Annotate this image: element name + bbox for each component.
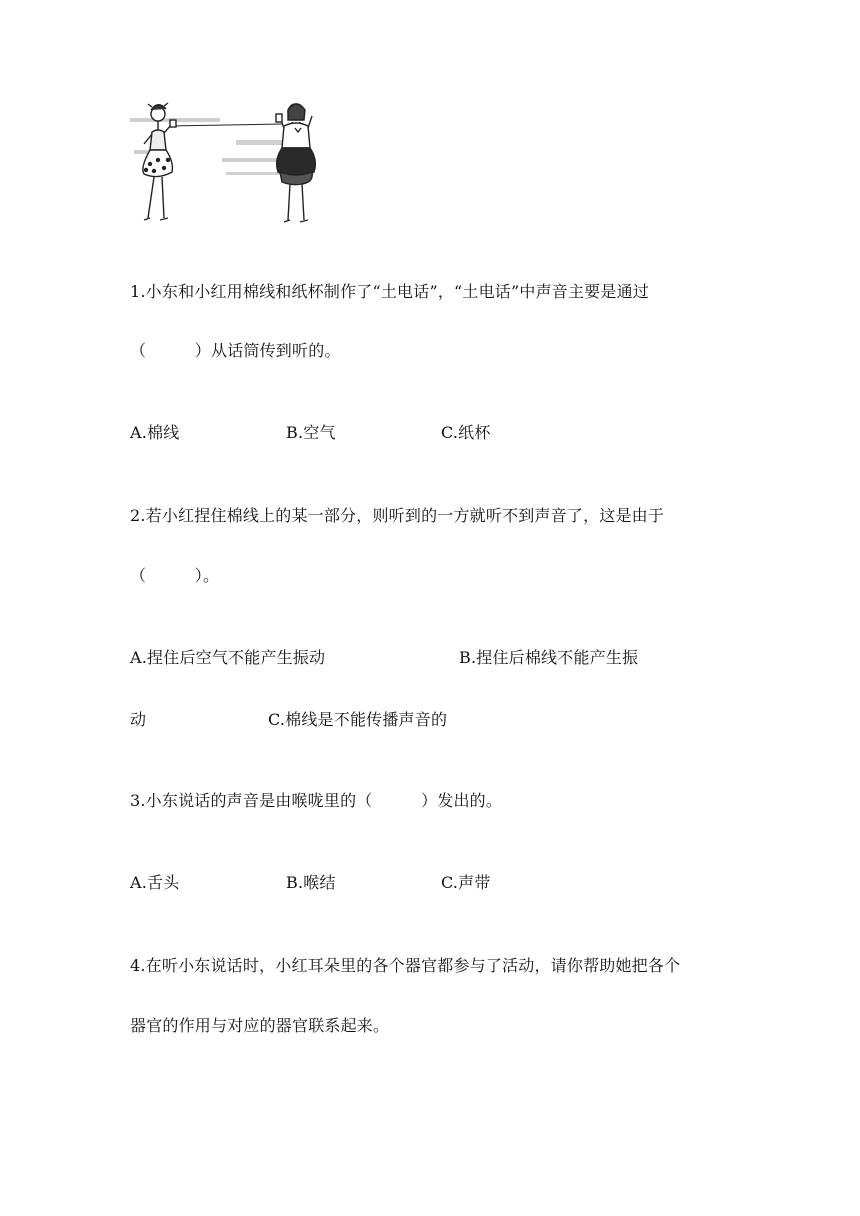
q3-stem: 3.小东说话的声音是由喉咙里的（ ）发出的。	[130, 791, 503, 810]
q2-option-b[interactable]: B.捏住后棉线不能产生振	[459, 648, 639, 667]
q4-stem-line2: 器官的作用与对应的器官联系起来。	[130, 1016, 390, 1035]
q4-stem-line1: 4.在听小东说话时，小红耳朵里的各个器官都参与了活动，请你帮助她把各个	[130, 956, 681, 975]
q2-stem-line2: （ ）。	[130, 566, 220, 585]
q2-option-c[interactable]: C.棉线是不能传播声音的	[268, 710, 448, 729]
q1-option-b[interactable]: B.空气	[286, 423, 336, 442]
q2-option-b-continued[interactable]: 动	[130, 710, 147, 729]
q3-option-a[interactable]: A.舌头	[130, 873, 180, 892]
q1-option-c[interactable]: C.纸杯	[441, 423, 491, 442]
q3-option-b[interactable]: B.喉结	[286, 873, 336, 892]
q1-option-a[interactable]: A.棉线	[130, 423, 180, 442]
q3-option-c[interactable]: C.声带	[441, 873, 491, 892]
tin-can-telephone-illustration	[126, 100, 330, 232]
q1-stem-line2: （ ）从话筒传到听的。	[130, 341, 341, 360]
q1-stem-line1: 1.小东和小红用棉线和纸杯制作了“土电话”，“土电话”中声音主要是通过	[130, 282, 649, 301]
q2-stem-line1: 2.若小红捏住棉线上的某一部分，则听到的一方就听不到声音了，这是由于	[130, 506, 665, 525]
q2-option-a[interactable]: A.捏住后空气不能产生振动	[130, 648, 326, 667]
